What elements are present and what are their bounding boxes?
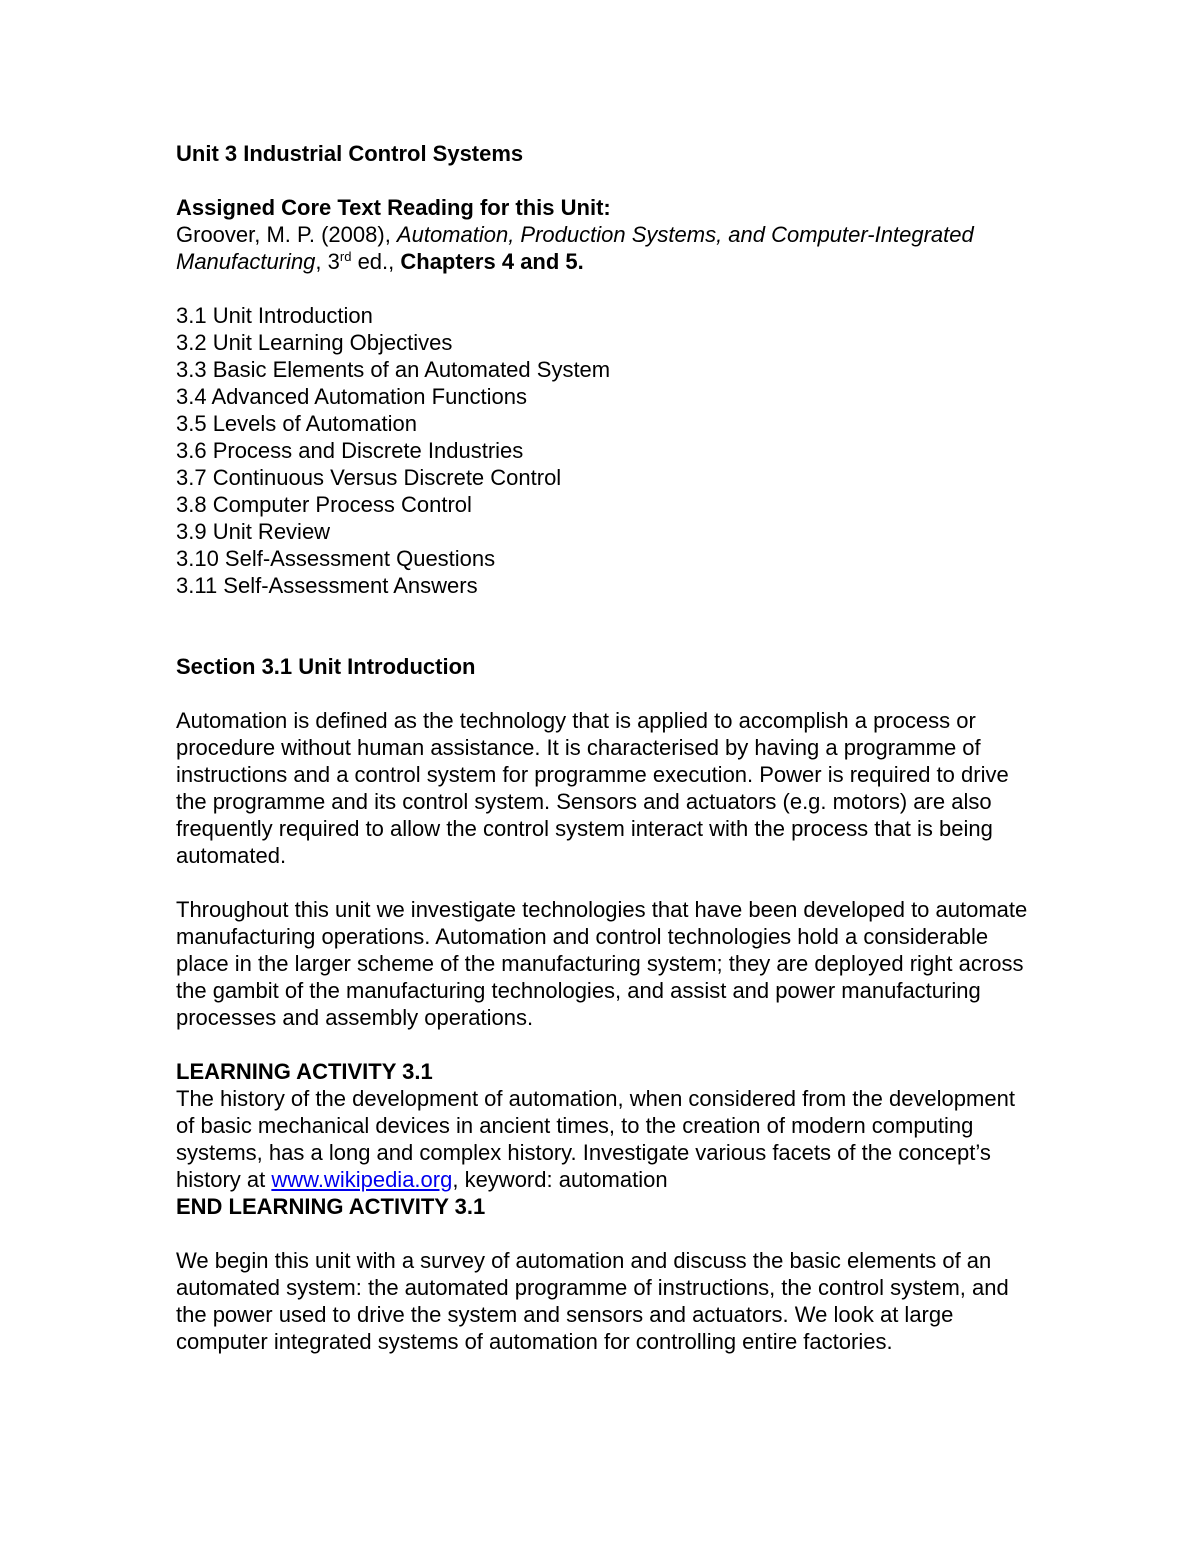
section-heading: Section 3.1 Unit Introduction <box>176 654 476 679</box>
toc-item: 3.10 Self-Assessment Questions <box>176 546 496 571</box>
learning-activity-body: The history of the development of automation, when considered from the development of basic mechanical devices in ancient times, to the creation of modern computing systems, has a long and complex history. Investigate various facets of the concept’s history at <box>176 1086 1015 1192</box>
toc-item: 3.11 Self-Assessment Answers <box>176 573 478 598</box>
learning-activity-text <box>176 1085 1036 1193</box>
toc-item: 3.7 Continuous Versus Discrete Control <box>176 465 562 490</box>
toc-item: 3.1 Unit Introduction <box>176 303 373 328</box>
citation-author: Groover, M. P. (2008), <box>176 222 397 247</box>
wikipedia-link[interactable]: www.wikipedia.org <box>271 1167 453 1192</box>
learning-activity-keyword: , keyword: automation <box>452 1167 668 1192</box>
toc-item: 3.8 Computer Process Control <box>176 492 472 517</box>
intro-paragraph-2: Throughout this unit we investigate technologies that have been developed to automate manufacturing operations. Automation and control technologies hold a considerable place in the larger scheme of the manufacturing system; they are deployed right across the gambit of the manufacturing technologies, and assist and power manufacturing processes and assembly operations. <box>176 897 1028 1030</box>
citation-edition: , 3 <box>315 249 340 274</box>
toc-item: 3.4 Advanced Automation Functions <box>176 384 528 409</box>
toc-item: 3.5 Levels of Automation <box>176 411 417 436</box>
learning-activity-heading: LEARNING ACTIVITY 3.1 <box>176 1059 433 1084</box>
toc-item: 3.3 Basic Elements of an Automated System <box>176 357 611 382</box>
table-of-contents <box>176 302 1036 599</box>
citation-chapters: Chapters 4 and 5. <box>400 249 584 274</box>
document-page <box>176 140 1036 1355</box>
intro-paragraph-1: Automation is defined as the technology that is applied to accomplish a process or procedure without human assistance. It is characterised by having a programme of instructions and a control system for programme execution. Power is required to drive the programme and its control system. Sensors and actuators (e.g. motors) are also frequently required to allow the control system interact with the process that is being automated. <box>176 708 1009 868</box>
citation-edition-suffix: rd <box>339 249 352 264</box>
citation-book-title: Automation, Production Systems, and Computer-Integrated Manufacturing <box>176 222 974 274</box>
toc-item: 3.2 Unit Learning Objectives <box>176 330 453 355</box>
citation <box>176 221 1036 275</box>
intro-paragraph-3: We begin this unit with a survey of automation and discuss the basic elements of an automated system: the automated programme of instructions, the control system, and the power used to drive the system and sensors and actuators. We look at large computer integrated systems of automation for controlling entire factories. <box>176 1248 1009 1354</box>
reading-heading: Assigned Core Text Reading for this Unit: <box>176 195 611 220</box>
citation-edition-rest: ed., <box>351 249 401 274</box>
learning-activity-end: END LEARNING ACTIVITY 3.1 <box>176 1194 486 1219</box>
document-title: Unit 3 Industrial Control Systems <box>176 141 524 166</box>
toc-item: 3.6 Process and Discrete Industries <box>176 438 524 463</box>
toc-item: 3.9 Unit Review <box>176 519 331 544</box>
